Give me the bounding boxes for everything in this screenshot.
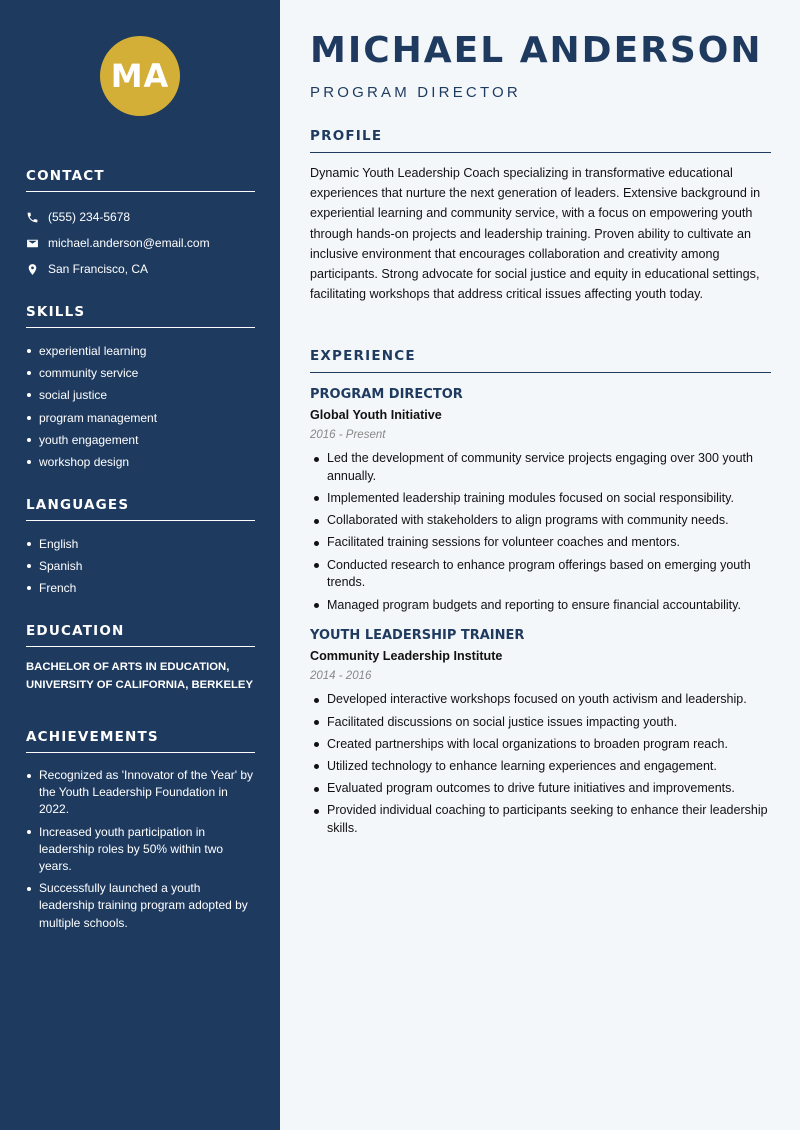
education-heading: EDUCATION <box>26 623 255 647</box>
job-bullet: Implemented leadership training modules focused on social responsibility. <box>310 490 771 508</box>
skill-item: experiential learning <box>26 340 255 362</box>
language-item: French <box>26 577 255 599</box>
job-company: Community Leadership Institute <box>310 649 503 664</box>
skill-item: social justice <box>26 384 255 406</box>
skills-section <box>26 304 255 473</box>
avatar-initials: MA <box>110 57 170 95</box>
job-dates: 2016 - Present <box>310 429 386 441</box>
email-address[interactable]: michael.anderson@email.com <box>48 236 210 250</box>
job-bullet: Provided individual coaching to participants seeking to enhance their leadership skills. <box>310 802 771 838</box>
location-text: San Francisco, CA <box>48 262 149 276</box>
job-bullet: Facilitated training sessions for volunteer coaches and mentors. <box>310 534 771 552</box>
skills-heading: SKILLS <box>26 304 255 328</box>
languages-list <box>26 533 255 600</box>
contact-email <box>26 230 255 256</box>
skill-item: community service <box>26 362 255 384</box>
achievement-item: Successfully launched a youth leadership training program adopted by multiple schools. <box>26 880 255 932</box>
skill-item: workshop design <box>26 451 255 473</box>
education-degree: BACHELOR OF ARTS IN EDUCATION, UNIVERSITY OF CALIFORNIA, BERKELEY <box>26 661 254 691</box>
contact-heading: CONTACT <box>26 168 255 192</box>
education-section <box>26 623 255 694</box>
contact-location <box>26 256 255 282</box>
job-bullets <box>310 450 771 614</box>
phone-icon <box>26 211 39 224</box>
profile-section <box>310 128 771 304</box>
contact-phone <box>26 204 255 230</box>
skills-list <box>26 340 255 473</box>
achievements-heading: ACHIEVEMENTS <box>26 729 255 753</box>
job-bullet: Created partnerships with local organizations to broaden program reach. <box>310 736 771 754</box>
achievements-section <box>26 729 255 937</box>
job-bullets <box>310 691 771 838</box>
contact-section <box>26 168 255 282</box>
job-bullet: Conducted research to enhance program offerings based on emerging youth trends. <box>310 557 771 593</box>
language-item: Spanish <box>26 555 255 577</box>
avatar <box>100 36 180 116</box>
skill-item: youth engagement <box>26 429 255 451</box>
location-pin-icon <box>26 263 39 276</box>
achievements-list <box>26 767 255 932</box>
job-bullet: Managed program budgets and reporting to ensure financial accountability. <box>310 597 771 615</box>
job-bullet: Led the development of community service projects engaging over 300 youth annually. <box>310 450 771 486</box>
skill-item: program management <box>26 407 255 429</box>
job-title: PROGRAM DIRECTOR <box>310 387 463 402</box>
phone-number: (555) 234-5678 <box>48 210 131 224</box>
job-company: Global Youth Initiative <box>310 408 442 422</box>
experience-section <box>310 348 771 852</box>
job-bullet: Evaluated program outcomes to drive future initiatives and improvements. <box>310 780 771 798</box>
job-bullet: Developed interactive workshops focused on youth activism and leadership. <box>310 691 771 709</box>
job-dates: 2014 - 2016 <box>310 670 372 683</box>
profile-heading: PROFILE <box>310 128 771 153</box>
languages-heading: LANGUAGES <box>26 497 255 521</box>
achievement-item: Recognized as 'Innovator of the Year' by the Youth Leadership Foundation in 2022. <box>26 767 255 819</box>
job-entry <box>310 628 771 838</box>
language-item: English <box>26 533 255 555</box>
email-icon <box>26 237 39 250</box>
sidebar <box>0 0 280 1130</box>
achievement-item: Increased youth participation in leadership roles by 50% within two years. <box>26 824 255 876</box>
candidate-name: MICHAEL ANDERSON <box>310 30 763 71</box>
job-title: YOUTH LEADERSHIP TRAINER <box>310 628 525 644</box>
job-entry <box>310 387 771 614</box>
languages-section <box>26 497 255 600</box>
job-bullet: Utilized technology to enhance learning experiences and engagement. <box>310 758 771 776</box>
experience-heading: EXPERIENCE <box>310 348 771 373</box>
candidate-title: PROGRAM DIRECTOR <box>310 84 521 101</box>
profile-text: Dynamic Youth Leadership Coach specializing in transformative educational experiences that nurture the next generation of leaders. Extensive background in experiential learning and community service, with a focus on empowering youth through hands-on projects and leadership training. Proven ability to cultivate an inclusive environment that encourages collaboration and creativity among participants. Strong advocate for social justice and equity in educational settings, facilitating workshops that address critical issues affecting youth today. <box>310 166 761 302</box>
job-bullet: Facilitated discussions on social justice issues impacting youth. <box>310 714 771 732</box>
job-bullet: Collaborated with stakeholders to align programs with community needs. <box>310 512 771 530</box>
